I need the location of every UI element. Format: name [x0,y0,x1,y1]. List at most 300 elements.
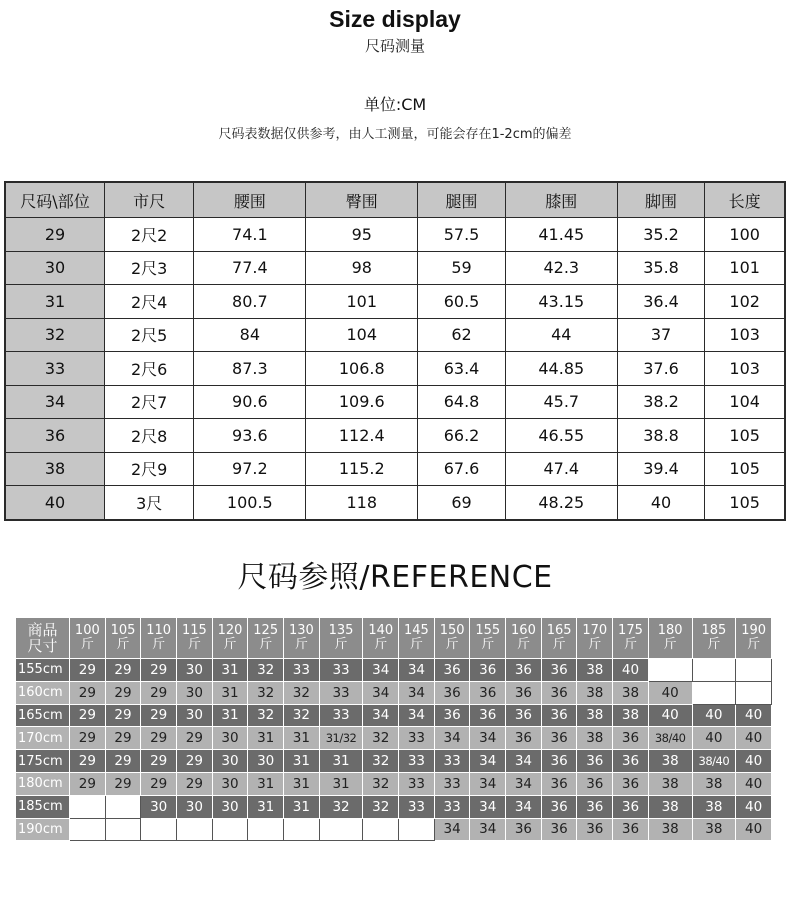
reference-size-cell: 32 [363,795,399,818]
reference-size-cell: 40 [648,681,692,704]
reference-size-cell: 34 [399,659,435,682]
reference-size-cell: 38/40 [648,727,692,750]
reference-size-cell: 34 [470,795,506,818]
weight-value: 130 [288,623,314,638]
size-table-size-cell: 33 [5,352,105,386]
reference-size-cell: 33 [434,750,470,773]
size-table-cell: 2尺3 [105,251,194,285]
reference-size-cell: 33 [319,681,363,704]
size-table-cell: 40 [617,486,705,520]
reference-row [16,750,772,773]
reference-weight-header [434,618,470,659]
size-table-row [5,452,785,486]
reference-size-cell: 34 [434,727,470,750]
reference-size-cell: 38 [577,704,613,727]
weight-unit: 斤 [334,637,348,652]
reference-size-cell: 38 [648,772,692,795]
size-table-cell: 36.4 [617,285,705,319]
reference-size-cell: 36 [541,704,577,727]
size-table-cell: 105 [705,419,785,453]
size-table-cell: 39.4 [617,452,705,486]
weight-unit: 斤 [663,637,677,652]
reference-size-cell: 29 [105,681,141,704]
reference-size-cell: 29 [70,772,106,795]
size-table-cell: 105 [705,452,785,486]
size-table-cell: 46.55 [505,419,617,453]
reference-height-cell: 175cm [16,750,70,773]
reference-size-cell: 29 [141,750,177,773]
reference-size-cell: 34 [506,750,542,773]
weight-unit: 斤 [516,637,530,652]
weight-value: 110 [146,623,172,638]
reference-weight-header [470,618,506,659]
reference-size-cell: 33 [319,704,363,727]
size-table-size-cell: 32 [5,318,105,352]
size-table-cell: 74.1 [194,218,306,252]
reference-weight-header [363,618,399,659]
reference-empty-cell [141,818,177,841]
size-table-cell: 77.4 [194,251,306,285]
reference-size-cell: 31 [212,681,248,704]
reference-size-cell: 36 [613,795,649,818]
reference-height-cell: 170cm [16,727,70,750]
size-table-size-cell: 34 [5,385,105,419]
unit-label: 单位:CM [363,95,427,114]
reference-size-cell: 30 [248,750,284,773]
reference-size-cell: 36 [541,772,577,795]
reference-weight-header [248,618,284,659]
reference-size-cell: 31 [284,772,320,795]
size-table-cell: 37 [617,318,705,352]
size-table-cell: 38.8 [617,419,705,453]
reference-empty-cell [692,681,736,704]
reference-size-cell: 31 [319,750,363,773]
reference-height-cell: 155cm [16,659,70,682]
reference-corner-header [16,618,70,659]
reference-row [16,772,772,795]
reference-size-cell: 38 [692,818,736,841]
reference-height-cell: 185cm [16,795,70,818]
reference-size-cell: 34 [363,704,399,727]
reference-size-cell: 38/40 [692,750,736,773]
reference-empty-cell [363,818,399,841]
weight-unit: 斤 [116,637,130,652]
reference-size-cell: 40 [736,704,772,727]
reference-size-cell: 29 [141,772,177,795]
size-table-cell: 48.25 [505,486,617,520]
reference-weight-header [70,618,106,659]
size-table-cell: 3尺 [105,486,194,520]
reference-size-cell: 29 [177,772,213,795]
weight-unit: 斤 [259,637,273,652]
reference-size-cell: 38 [613,704,649,727]
weight-value: 115 [181,623,207,638]
reference-size-cell: 38 [577,727,613,750]
page-subtitle: 尺码测量 [364,37,425,55]
reference-size-cell: 29 [141,704,177,727]
reference-size-cell: 29 [105,772,141,795]
reference-size-cell: 30 [177,704,213,727]
reference-size-cell: 36 [434,659,470,682]
reference-weight-header [577,618,613,659]
size-table-cell: 100 [705,218,785,252]
reference-size-cell: 34 [399,681,435,704]
reference-size-cell: 36 [506,818,542,841]
size-table-cell: 60.5 [418,285,506,319]
size-table-cell: 41.45 [505,218,617,252]
reference-size-cell: 38 [692,772,736,795]
reference-size-cell: 31 [248,772,284,795]
size-table-cell: 2尺4 [105,285,194,319]
reference-size-cell: 34 [363,659,399,682]
reference-size-cell: 31 [284,795,320,818]
reference-row [16,818,772,841]
reference-empty-cell [177,818,213,841]
reference-size-cell: 40 [736,772,772,795]
size-table-body [5,218,785,520]
reference-size-cell: 36 [613,818,649,841]
reference-size-cell: 33 [434,772,470,795]
reference-size-cell: 38 [577,681,613,704]
measurement-note: 尺码表数据仅供参考，由人工测量，可能会存在1-2cm的偏差 [218,127,572,142]
reference-size-cell: 34 [434,818,470,841]
size-table-column-header: 市尺 [105,182,194,218]
reference-size-cell: 29 [105,750,141,773]
weight-value: 135 [328,623,354,638]
reference-size-cell: 32 [363,772,399,795]
reference-size-cell: 32 [363,727,399,750]
size-table-cell: 104 [306,318,418,352]
reference-size-cell: 32 [363,750,399,773]
reference-weight-header [319,618,363,659]
reference-table-body [16,659,772,841]
size-table-row [5,352,785,386]
reference-row [16,704,772,727]
size-table-row [5,251,785,285]
reference-size-cell: 31 [212,659,248,682]
reference-empty-cell [212,818,248,841]
reference-size-cell: 29 [105,659,141,682]
reference-size-cell: 29 [70,750,106,773]
size-table-cell: 63.4 [418,352,506,386]
corner-top-label: 商品 [27,621,58,639]
reference-size-cell: 36 [541,750,577,773]
size-table-cell: 98 [306,251,418,285]
size-table-cell: 118 [306,486,418,520]
weight-value: 100 [74,623,100,638]
reference-size-cell: 32 [248,704,284,727]
size-table-row [5,218,785,252]
reference-size-cell: 33 [399,750,435,773]
reference-size-cell: 36 [613,772,649,795]
weight-unit: 斤 [409,637,423,652]
size-table-cell: 106.8 [306,352,418,386]
reference-size-cell: 30 [141,795,177,818]
size-table-size-cell: 30 [5,251,105,285]
size-table-cell: 37.6 [617,352,705,386]
reference-weight-header [141,618,177,659]
reference-size-cell: 38 [613,681,649,704]
reference-empty-cell [399,818,435,841]
reference-size-cell: 33 [284,659,320,682]
reference-size-cell: 33 [399,727,435,750]
size-table-cell: 35.2 [617,218,705,252]
reference-weight-header [177,618,213,659]
reference-size-cell: 30 [212,750,248,773]
size-table-row [5,318,785,352]
size-table-cell: 43.15 [505,285,617,319]
weight-unit: 斤 [223,637,237,652]
size-table-cell: 44.85 [505,352,617,386]
size-table-cell: 45.7 [505,385,617,419]
weight-value: 150 [439,623,465,638]
reference-size-cell: 34 [470,750,506,773]
reference-size-cell: 30 [212,772,248,795]
size-table-cell: 112.4 [306,419,418,453]
size-table-row [5,285,785,319]
size-table-cell: 35.8 [617,251,705,285]
reference-size-cell: 29 [141,659,177,682]
size-table-row [5,385,785,419]
size-table-cell: 80.7 [194,285,306,319]
reference-size-cell: 40 [736,818,772,841]
size-table-cell: 105 [705,486,785,520]
size-table-cell: 42.3 [505,251,617,285]
page-title: Size display [329,6,461,32]
weight-unit: 斤 [294,637,308,652]
reference-size-cell: 30 [177,659,213,682]
weight-value: 175 [618,623,643,638]
reference-empty-cell [105,795,141,818]
weight-unit: 斤 [187,637,201,652]
reference-size-cell: 36 [577,772,613,795]
reference-empty-cell [648,659,692,682]
reference-row [16,727,772,750]
reference-empty-cell [736,681,772,704]
size-table-cell: 90.6 [194,385,306,419]
reference-size-cell: 32 [248,681,284,704]
size-table-size-cell: 31 [5,285,105,319]
reference-size-cell: 34 [506,772,542,795]
reference-size-cell: 29 [177,727,213,750]
reference-size-cell: 36 [577,750,613,773]
size-table-cell: 38.2 [617,385,705,419]
size-table-cell: 2尺6 [105,352,194,386]
reference-weight-header [284,618,320,659]
size-table [4,181,786,521]
size-table-header-row [5,182,785,218]
reference-size-cell: 34 [363,681,399,704]
reference-size-cell: 31 [248,727,284,750]
size-table-column-header: 尺码\部位 [5,182,105,218]
weight-unit: 斤 [481,637,495,652]
reference-size-cell: 36 [541,681,577,704]
weight-unit: 斤 [445,637,459,652]
reference-height-cell: 165cm [16,704,70,727]
size-table-cell: 2尺9 [105,452,194,486]
weight-value: 105 [110,623,136,638]
weight-unit: 斤 [152,637,166,652]
size-table-cell: 103 [705,318,785,352]
reference-size-cell: 34 [470,772,506,795]
size-table-column-header: 长度 [705,182,785,218]
reference-weight-header [212,618,248,659]
reference-size-cell: 38 [692,795,736,818]
reference-size-cell: 30 [212,795,248,818]
reference-size-cell: 33 [434,795,470,818]
reference-empty-cell [70,818,106,841]
reference-size-cell: 36 [541,659,577,682]
reference-size-cell: 40 [692,704,736,727]
reference-size-cell: 36 [541,727,577,750]
weight-value: 125 [253,623,279,638]
reference-size-cell: 30 [177,681,213,704]
reference-size-cell: 36 [434,704,470,727]
reference-row [16,659,772,682]
reference-size-cell: 40 [736,727,772,750]
reference-size-cell: 29 [141,727,177,750]
reference-weight-header [692,618,736,659]
weight-unit: 斤 [80,637,94,652]
weight-value: 140 [368,623,394,638]
reference-size-cell: 34 [506,795,542,818]
reference-size-cell: 34 [470,818,506,841]
size-table-size-cell: 36 [5,419,105,453]
size-table-cell: 44 [505,318,617,352]
reference-size-cell: 29 [70,659,106,682]
reference-size-cell: 36 [470,659,506,682]
reference-size-cell: 36 [506,659,542,682]
reference-size-cell: 36 [434,681,470,704]
reference-size-cell: 36 [541,795,577,818]
size-table-cell: 101 [705,251,785,285]
reference-size-cell: 38 [577,659,613,682]
reference-size-cell: 29 [70,704,106,727]
weight-unit: 斤 [588,637,602,652]
size-table-cell: 102 [705,285,785,319]
reference-size-cell: 32 [284,681,320,704]
reference-empty-cell [319,818,363,841]
size-table-cell: 62 [418,318,506,352]
reference-header-row [16,618,772,659]
reference-size-cell: 33 [319,659,363,682]
reference-size-cell: 33 [399,772,435,795]
reference-size-cell: 36 [506,704,542,727]
reference-size-cell: 32 [284,704,320,727]
reference-size-cell: 36 [613,727,649,750]
size-table-cell: 109.6 [306,385,418,419]
reference-weight-header [613,618,649,659]
reference-height-cell: 180cm [16,772,70,795]
size-table-cell: 84 [194,318,306,352]
reference-size-cell: 40 [648,704,692,727]
reference-empty-cell [105,818,141,841]
reference-row [16,795,772,818]
weight-unit: 斤 [374,637,388,652]
reference-size-cell: 32 [319,795,363,818]
weight-unit: 斤 [552,637,566,652]
reference-size-cell: 30 [177,795,213,818]
reference-size-cell: 38 [648,818,692,841]
reference-empty-cell [284,818,320,841]
weight-value: 120 [217,623,243,638]
reference-size-cell: 34 [470,727,506,750]
reference-size-cell: 29 [70,681,106,704]
size-table-cell: 2尺8 [105,419,194,453]
reference-weight-header [736,618,772,659]
weight-unit: 斤 [747,637,761,652]
reference-size-cell: 31 [319,772,363,795]
reference-size-cell: 29 [177,750,213,773]
reference-weight-header [399,618,435,659]
size-table-cell: 101 [306,285,418,319]
reference-size-cell: 31 [212,704,248,727]
reference-empty-cell [736,659,772,682]
size-table-cell: 2尺2 [105,218,194,252]
reference-height-cell: 160cm [16,681,70,704]
reference-title: 尺码参照/REFERENCE [237,560,553,595]
reference-row [16,681,772,704]
reference-size-cell: 31 [248,795,284,818]
weight-value: 190 [741,623,767,638]
size-table-cell: 59 [418,251,506,285]
reference-size-cell: 40 [736,795,772,818]
reference-size-cell: 36 [470,681,506,704]
size-table-cell: 2尺7 [105,385,194,419]
reference-size-cell: 38 [648,750,692,773]
reference-size-cell: 36 [506,681,542,704]
reference-table [15,617,772,841]
corner-bottom-label: 尺寸 [27,637,58,655]
reference-size-cell: 33 [399,795,435,818]
reference-size-cell: 36 [577,795,613,818]
weight-value: 185 [701,623,727,638]
reference-size-cell: 36 [577,818,613,841]
reference-weight-header [506,618,542,659]
size-table-column-header: 腰围 [194,182,306,218]
reference-empty-cell [692,659,736,682]
weight-unit: 斤 [623,637,637,652]
reference-size-cell: 40 [692,727,736,750]
reference-size-cell: 36 [541,818,577,841]
weight-value: 165 [546,623,572,638]
size-table-cell: 115.2 [306,452,418,486]
reference-size-cell: 36 [613,750,649,773]
size-table-size-cell: 38 [5,452,105,486]
reference-size-cell: 38 [648,795,692,818]
reference-size-cell: 29 [141,681,177,704]
size-table-cell: 97.2 [194,452,306,486]
reference-size-cell: 30 [212,727,248,750]
size-table-cell: 104 [705,385,785,419]
weight-value: 155 [475,623,501,638]
reference-size-cell: 31 [284,750,320,773]
size-table-cell: 93.6 [194,419,306,453]
size-table-cell: 2尺5 [105,318,194,352]
weight-value: 180 [657,623,683,638]
size-table-column-header: 腿围 [418,182,506,218]
size-table-cell: 47.4 [505,452,617,486]
weight-unit: 斤 [707,637,721,652]
reference-size-cell: 29 [70,727,106,750]
size-table-cell: 66.2 [418,419,506,453]
size-table-cell: 87.3 [194,352,306,386]
size-table-row [5,419,785,453]
size-table-cell: 100.5 [194,486,306,520]
size-table-column-header: 膝围 [505,182,617,218]
reference-size-cell: 32 [248,659,284,682]
reference-size-cell: 36 [506,727,542,750]
